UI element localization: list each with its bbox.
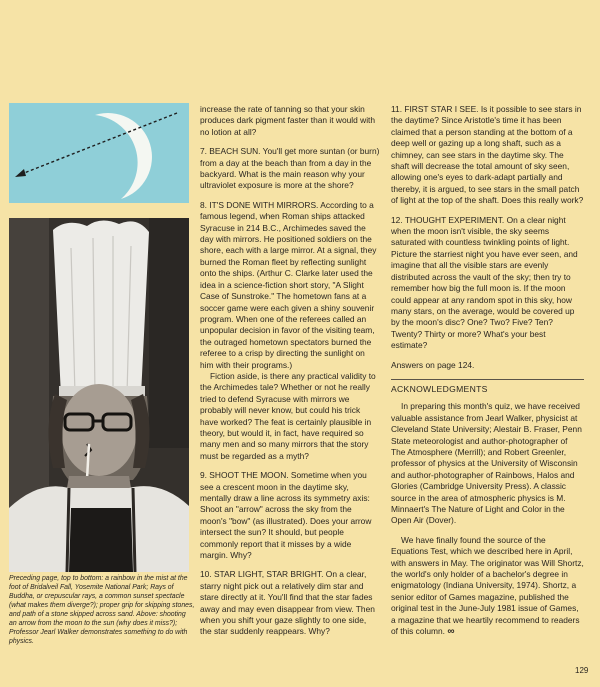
paragraph-12-thought-experiment: 12. THOUGHT EXPERIMENT. On a clear night when the moon isn't visible, the sky seems saturated with countless twinkling points of light. Picture the starriest night you have ever seen, and imagine that all the visible stars are evenly distributed across the vault of the sky; then try to remember how big the full moon is. If the moon could appear at any random spot in this sky, how many stars, on the average, would be covered up by the moon's disc? One? Two? Five? Ten? Twenty? Thirty or more? What's your best estimate? (391, 214, 578, 351)
equations-test-note (391, 535, 584, 638)
paragraph-9-shoot-the-moon: 9. SHOOT THE MOON. Sometime when you see a crescent moon in the daytime sky, mentally draw a line across its symmetry axis: Shoot an "arrow" across the sky from the moon's "bow" (as illustrated). Does your arrow intersect the sun? It should, but people commonly report that it misses by a wide margin. Why? (200, 470, 372, 561)
chef-hat (53, 220, 149, 396)
answers-reference: Answers on page 124. (391, 359, 475, 370)
moon-arrow-drawing (9, 103, 189, 203)
professor-photo (9, 218, 189, 572)
page-number: 129 (575, 666, 589, 675)
end-mark-icon: ∞ (447, 626, 455, 638)
text-column-2 (391, 104, 584, 645)
arrowhead-icon (15, 169, 26, 177)
acknowledgments-text: In preparing this month's quiz, we have received valuable assistance from Jearl Walker, physicist at Cleveland State University; Alestair B. Fraser, Penn State meteorologist and author-photographer of The Atmosphere (Merrill); and Robert Greenler, professor of physics at the University of Wisconsin and author-photographer of Rainbows, Halos and Glories (Cambridge University Press). A classic source in the area of atmospheric physics is M. Minnaert's The Nature of Light and Color in the Open Air (Dover). (391, 401, 582, 526)
paragraph-10-star-light: 10. STAR LIGHT, STAR BRIGHT. On a clear, starry night pick out a relatively dim star and stare directly at it. You'll find that the star fades away and may even disappear from view. Then when you shift your gaze slightly to one side, the star suddenly reappears. Why? (200, 569, 375, 637)
paragraph-7-beach-sun: 7. BEACH SUN. You'll get more suntan (or burn) from a day at the beach than from a day in the backyard. What is the main reason why your ultraviolet exposure is more at the shore? (200, 146, 380, 191)
paragraph-8-continued: Fiction aside, is there any practical validity to the Archimedes tale? Whether or not he really tried to defend Syracuse with mirrors we probably will never know, but could his trick have worked? The feat is certainly plausible in theory, but would it, in fact, have required so many men and so many mirrors that the story must be regarded as a myth? (200, 370, 376, 461)
apron (69, 508, 133, 572)
equations-test-text: We have finally found the source of the Equations Test, which we described here in April, with answers in May. The originator was Will Shortz, the world's only holder of a bachelor's degree in enigmatology (Indiana University, 1974). Shortz, a senior editor of Games magazine, published the original test in the June-July 1981 issue of Games, a magazine that we heartily recommend to readers of this column. (391, 534, 584, 637)
paragraph-8-mirrors: 8. IT'S DONE WITH MIRRORS. According to a famous legend, when Roman ships attacked Syracuse in 214 B.C., Archimedes saved the day with mirrors. He positioned soldiers on the shore, each with a large mirror. At a signal, they burned the Roman fleet by reflecting sunlight onto the ships. (Arthur C. Clarke later used the idea in a science-fiction short story, "A Slight Case of Sunstroke." The hometown fans at a soccer game were each given a shiny souvenir program. When one of the referees called an unpopular decision in favor of the visiting team, the outraged hometown spectators burned the referee to a crisp by directing the sunlight on him with their programs.) (200, 199, 377, 370)
arrow-path (19, 113, 177, 175)
divider (391, 379, 584, 380)
paragraph-6-continued: increase the rate of tanning so that your skin produces dark pigment faster than it would with no lotion at all? (200, 104, 376, 137)
moon-arrow-illustration (9, 103, 189, 203)
text-column-1 (200, 104, 380, 646)
professor-photo-drawing (9, 218, 189, 572)
acknowledgments-heading: ACKNOWLEDGMENTS (391, 383, 488, 394)
paragraph-11-first-star: 11. FIRST STAR I SEE. Is it possible to see stars in the daytime? Since Aristotle's time it has been claimed that a person standing at the bottom of a deep well or gazing up a long shaft, such as a chimney, can see stars in the daytime sky. The shaft will decrease the total amount of sky seen, allowing one's eyes to dark-adapt partially and thereby, it is argued, to see stars in the small patch of light at the top of the shaft. Does this really work? (391, 104, 584, 206)
photo-caption: Preceding page, top to bottom: a rainbow in the mist at the foot of Bridalveil Fall, Yosemite National Park; Rays of Buddha, or crepuscular rays, a common sunset spectacle (what makes them diverge?); proper grip for skipping stones, and path of a stone skipped across sand. Above: shooting an arrow from the moon to the sun (why does it miss?); Professor Jearl Walker demonstrates something to do with physics. (9, 575, 195, 645)
